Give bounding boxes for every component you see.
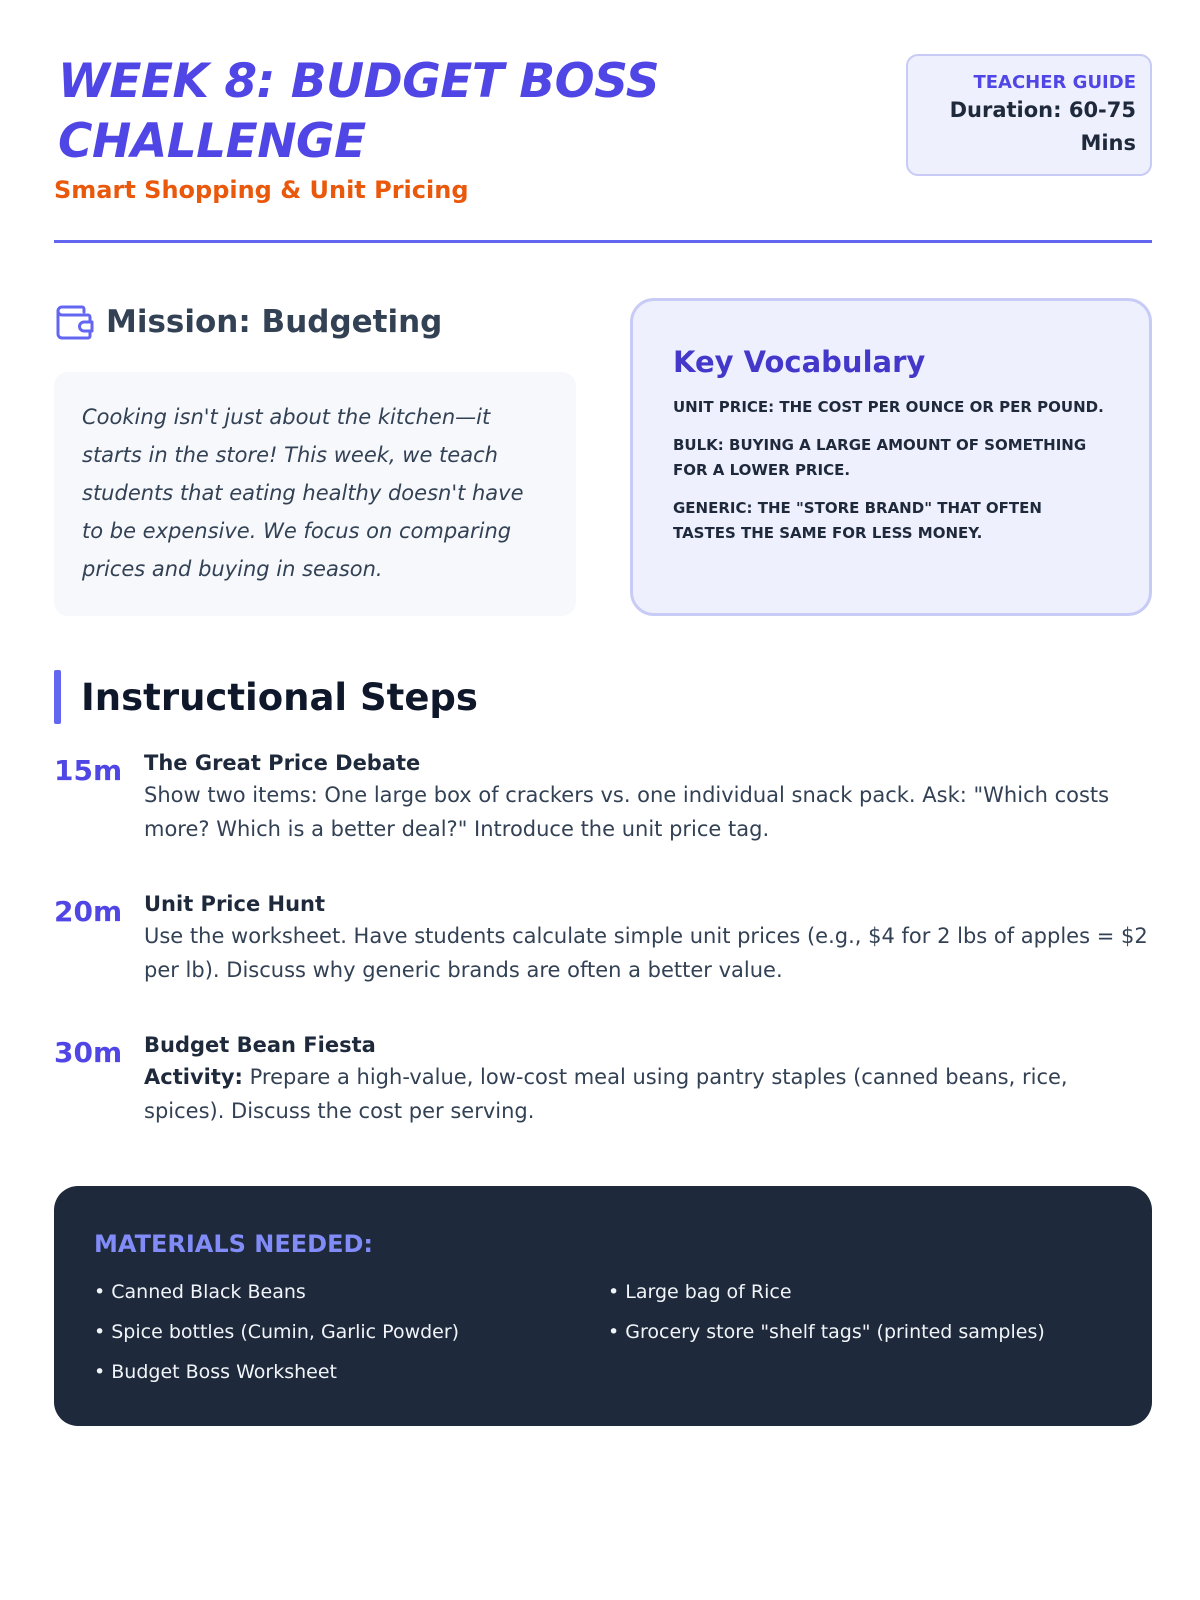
key-vocabulary-box [630,298,1152,616]
steps-title: Instructional Steps [81,675,478,719]
page-header [54,52,1152,242]
step-title: Unit Price Hunt [144,892,326,916]
step-title: Budget Bean Fiesta [144,1033,376,1057]
step-body [144,889,1152,987]
step-time: 15m [54,754,123,787]
mission-heading [54,300,442,344]
mission-title: Mission: Budgeting [106,304,443,340]
teacher-guide-box [906,54,1152,176]
material-item: • Budget Boss Worksheet [94,1352,608,1392]
steps-accent-bar [54,670,61,724]
material-item: • Grocery store "shelf tags" (printed samples) [608,1312,1108,1352]
materials-title: MATERIALS NEEDED: [94,1230,373,1258]
step-body [144,748,1152,846]
step-description [144,1060,1152,1128]
mission-description: Cooking isn't just about the kitchen—it starts in the store! This week, we teach students that eating healthy doesn't have to be expensive. We focus on comparing prices and buying in season. [82,405,524,581]
page-title: WEEK 8: BUDGET BOSS CHALLENGE [58,54,660,169]
step-time: 30m [54,1036,123,1069]
step-time: 20m [54,895,123,928]
step-description: Show two items: One large box of crackers vs. one individual snack pack. Ask: "Which costs more? Which is a better deal?" Introduce the unit price tag. [144,783,1110,841]
material-item: • Canned Black Beans [94,1272,608,1312]
step-description-text: Prepare a high-value, low-cost meal using pantry staples (canned beans, rice, spices). Discuss the cost per serving. [144,1065,1068,1123]
steps-heading [54,670,478,724]
vocabulary-title: Key Vocabulary [673,345,926,379]
lesson-page [54,0,1152,1600]
step-title: The Great Price Debate [144,751,421,775]
materials-panel [54,1186,1152,1426]
step-description: Use the worksheet. Have students calculate simple unit prices (e.g., $4 for 2 lbs of apples = $2 per lb). Discuss why generic brands are often a better value. [144,924,1148,982]
vocabulary-item: GENERIC: THE "STORE BRAND" THAT OFTEN TASTES THE SAME FOR LESS MONEY. [673,499,1042,542]
header-divider [54,240,1152,243]
material-item: • Spice bottles (Cumin, Garlic Powder) [94,1312,608,1352]
wallet-icon [54,302,94,342]
step-description-label: Activity: [144,1065,243,1089]
duration-label: Duration: 60-75 Mins [949,98,1136,155]
mission-description-box [54,372,576,616]
materials-list [94,1272,1112,1392]
vocabulary-item: UNIT PRICE: THE COST PER OUNCE OR PER POUND. [673,398,1104,416]
material-item: • Large bag of Rice [608,1272,1108,1312]
vocabulary-item: BULK: BUYING A LARGE AMOUNT OF SOMETHING FOR A LOWER PRICE. [673,436,1087,479]
page-subtitle: Smart Shopping & Unit Pricing [54,176,469,204]
step-body [144,1030,1152,1128]
teacher-guide-label: TEACHER GUIDE [973,72,1136,93]
